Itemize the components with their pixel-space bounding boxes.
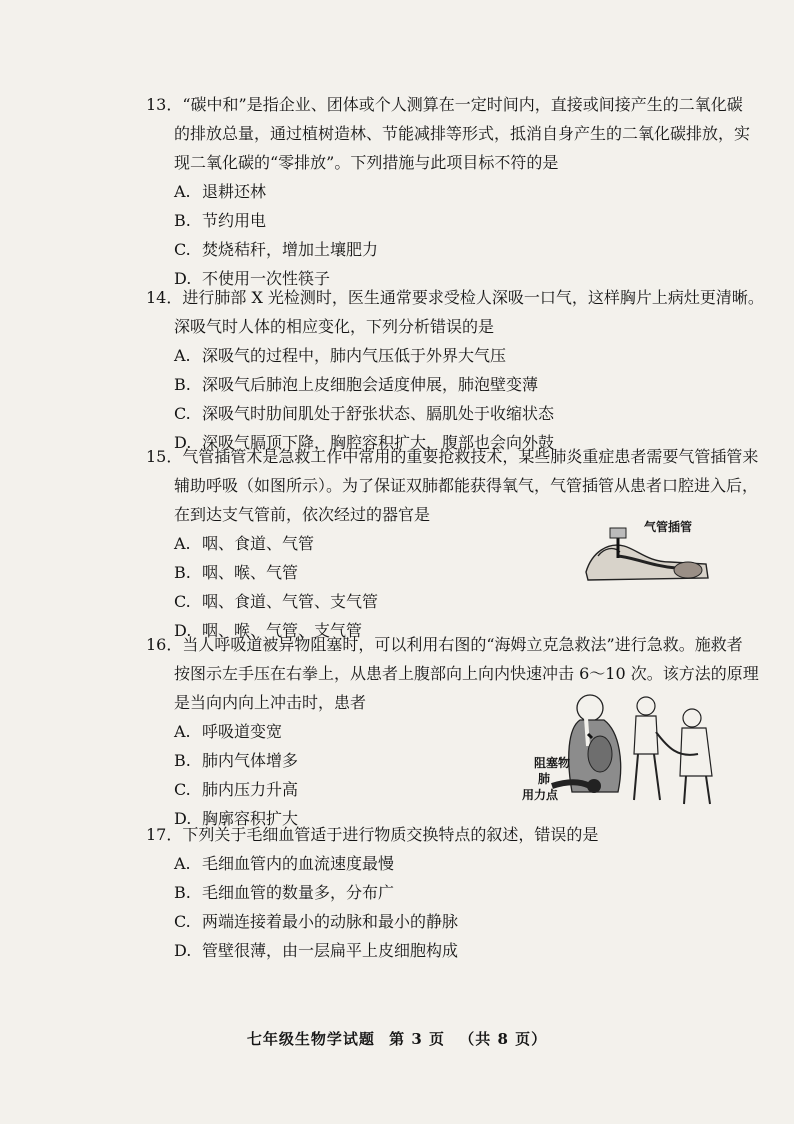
question-13-option-b: B. 节约用电	[174, 211, 267, 230]
question-16-option-d: D. 胸廓容积扩大	[174, 809, 299, 828]
question-13-line-3: 现二氧化碳的“零排放”。下列措施与此项目标不符的是	[174, 153, 559, 172]
heimlich-force-label: 用力点	[522, 788, 559, 802]
question-16-option-c: C. 肺内压力升高	[174, 780, 299, 799]
question-13-line-1: 13．“碳中和”是指企业、团体或个人测算在一定时间内，直接或间接产生的二氧化碳	[146, 95, 743, 114]
question-16-line-3: 是当向内向上冲击时，患者	[174, 693, 367, 712]
footer-total-pages: （共 8 页）	[459, 1030, 548, 1048]
question-17-option-d: D. 管壁很薄，由一层扁平上皮细胞构成	[174, 941, 459, 960]
question-17	[146, 820, 598, 965]
question-16-line-2: 按图示左手压在右拳上，从患者上腹部向上向内快速冲击 6～10 次。该方法的原理	[174, 664, 759, 683]
question-13-option-d: D. 不使用一次性筷子	[174, 269, 331, 288]
question-14-option-b: B. 深吸气后肺泡上皮细胞会适度伸展，肺泡壁变薄	[174, 375, 539, 394]
question-17-line-1: 17．下列关于毛细血管适于进行物质交换特点的叙述，错误的是	[146, 825, 599, 844]
question-14-option-c: C. 深吸气时肋间肌处于舒张状态、膈肌处于收缩状态	[174, 404, 555, 423]
question-13-option-a: A. 退耕还林	[174, 182, 267, 201]
question-15-option-c: C. 咽、食道、气管、支气管	[174, 592, 379, 611]
footer-title: 七年级生物学试题	[246, 1030, 375, 1048]
heimlich-illustration	[528, 688, 738, 808]
question-14-option-d: D. 深吸气膈顶下降，胸腔容积扩大，腹部也会向外鼓	[174, 433, 555, 452]
question-15-line-3: 在到达支气管前，依次经过的器官是	[174, 505, 431, 524]
question-16-line-1: 16．当人呼吸道被异物阻塞时，可以利用右图的“海姆立克急救法”进行急救。施救者	[146, 635, 743, 654]
question-13-option-c: C. 焚烧秸秆，增加土壤肥力	[174, 240, 379, 259]
question-13-line-2: 的排放总量，通过植树造林、节能减排等形式，抵消自身产生的二氧化碳排放，实	[174, 124, 751, 143]
heimlich-figure	[522, 688, 738, 808]
question-15-line-1: 15．气管插管术是急救工作中常用的重要抢救技术，某些肺炎重症患者需要气管插管来	[146, 447, 759, 466]
question-16-option-b: B. 肺内气体增多	[174, 751, 299, 770]
footer-page-number: 第 3 页	[389, 1030, 445, 1048]
question-15-line-2: 辅助呼吸（如图所示）。为了保证双肺都能获得氧气，气管插管从患者口腔进入后，	[174, 476, 759, 495]
question-15-option-a: A. 咽、食道、气管	[174, 534, 315, 553]
question-14-option-a: A. 深吸气的过程中，肺内气压低于外界大气压	[174, 346, 507, 365]
heimlich-lung-label: 肺	[538, 772, 551, 786]
intubation-figure	[578, 512, 718, 588]
question-14-line-2: 深吸气时人体的相应变化，下列分析错误的是	[174, 317, 495, 336]
question-17-option-c: C. 两端连接着最小的动脉和最小的静脉	[174, 912, 459, 931]
question-15-option-b: B. 咽、喉、气管	[174, 563, 299, 582]
intubation-tube-label: 气管插管	[644, 520, 693, 534]
question-14	[146, 283, 764, 457]
page-footer	[0, 1028, 794, 1049]
question-17-option-a: A. 毛细血管内的血流速度最慢	[174, 854, 395, 873]
question-16-option-a: A. 呼吸道变宽	[174, 722, 283, 741]
question-13	[146, 90, 750, 293]
heimlich-blocker-label: 阻塞物	[534, 756, 571, 770]
question-15-option-d: D. 咽、喉、气管、支气管	[174, 621, 363, 640]
question-17-option-b: B. 毛细血管的数量多，分布广	[174, 883, 395, 902]
question-14-line-1: 14．进行肺部 X 光检测时，医生通常要求受检人深吸一口气，这样胸片上病灶更清晰。	[146, 288, 764, 307]
